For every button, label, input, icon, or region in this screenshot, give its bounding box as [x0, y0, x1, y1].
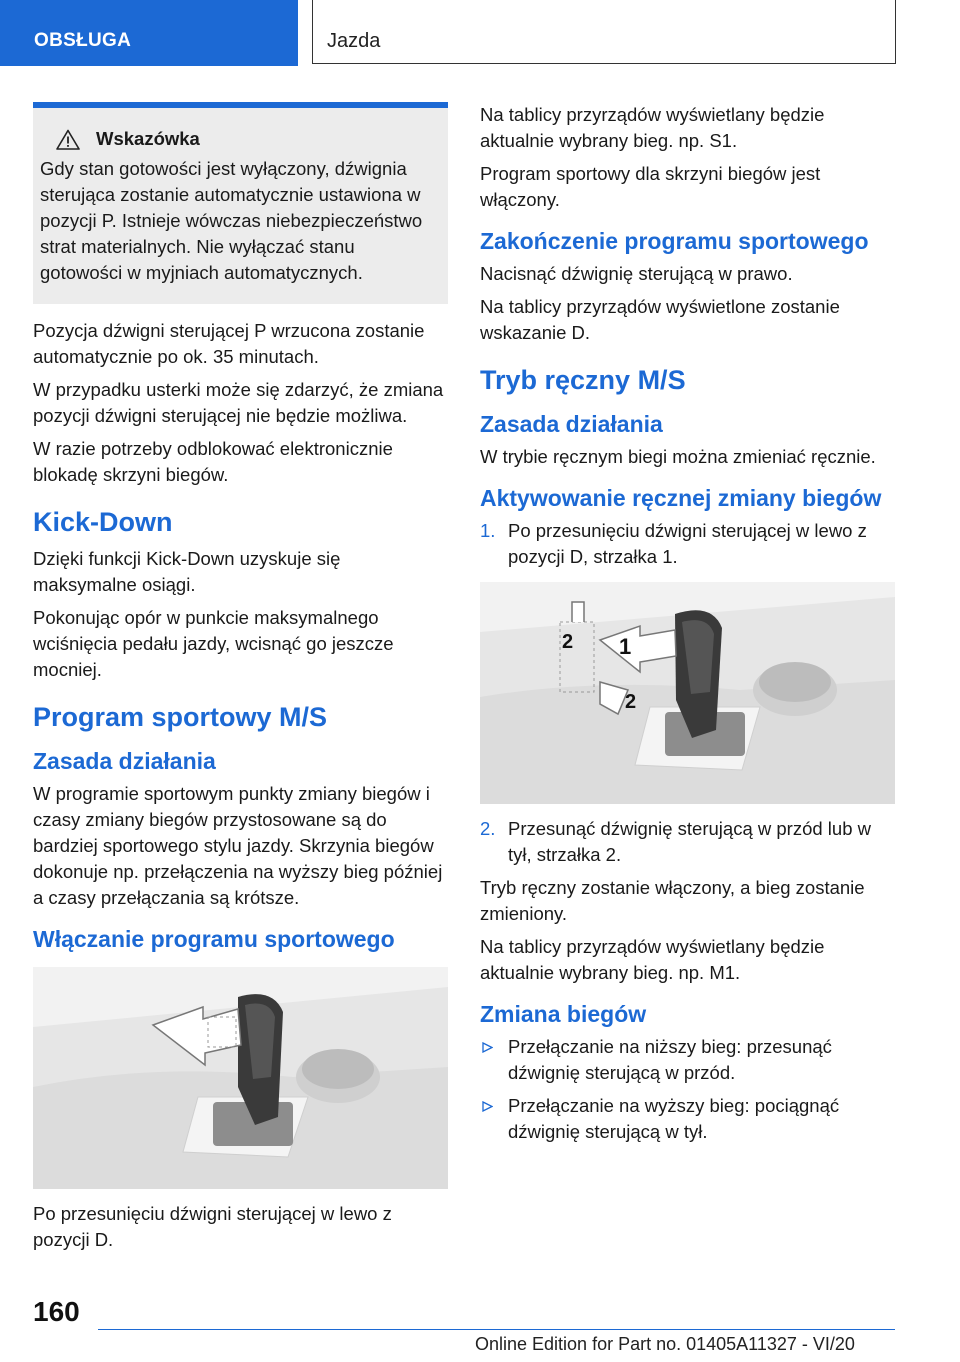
paragraph: W razie potrzeby odblokować elektronicznie blokadę skrzyni biegów.	[33, 438, 393, 485]
bullet-list	[480, 1034, 895, 1145]
section-tab: OBSŁUGA	[0, 0, 298, 66]
warning-triangle-icon	[56, 129, 80, 150]
paragraph: W trybie ręcznym biegi można zmieniać ręcznie.	[480, 446, 876, 467]
steps-list	[480, 816, 895, 868]
chapter-title: Jazda	[312, 0, 896, 64]
note-text: Gdy stan gotowości jest wyłączony, dźwignia sterująca zostanie automatycznie ustawiona w pozycji P. Istnieje wówczas niebezpieczeństwo strat materialnych. Nie wyłączać stanu gotowości w myjniach automatycznych.	[40, 158, 423, 283]
triangle-bullet-icon	[482, 1101, 493, 1112]
paragraph: Pokonując opór w punkcie maksymalnego wciśnięcia pedału jazdy, wcisnąć go jeszcze mocniej.	[33, 607, 394, 680]
list-item	[480, 518, 895, 570]
paragraph: Dzięki funkcji Kick-Down uzyskuje się maksymalne osiągi.	[33, 548, 341, 595]
gear-lever-photo-left	[33, 967, 448, 1189]
heading-principle: Zasada działania	[480, 411, 663, 437]
step-text: Po przesunięciu dźwigni sterującej w lewo z pozycji D, strzałka 1.	[508, 520, 867, 567]
footer-divider	[98, 1329, 895, 1330]
warning-note	[33, 102, 448, 304]
list-item	[480, 816, 895, 868]
photo-caption: Po przesunięciu dźwigni sterującej w lewo z pozycji D.	[33, 1203, 392, 1250]
list-item	[480, 1034, 895, 1086]
bullet-text: Przełączanie na wyższy bieg: pociągnąć dźwignię sterującą w tył.	[508, 1095, 840, 1142]
paragraph: Na tablicy przyrządów wyświetlany będzie aktualnie wybrany bieg. np. S1.	[480, 104, 825, 151]
note-title: Wskazówka	[96, 128, 200, 149]
paragraph: Na tablicy przyrządów wyświetlany będzie aktualnie wybrany bieg. np. M1.	[480, 936, 825, 983]
heading-sport-program: Program sportowy M/S	[33, 702, 328, 732]
bullet-text: Przełączanie na niższy bieg: przesunąć dźwignię sterującą w przód.	[508, 1036, 832, 1083]
left-column	[33, 102, 448, 1260]
heading-activate-manual: Aktywowanie ręcznej zmiany biegów	[480, 485, 882, 511]
step-text: Przesunąć dźwignię sterującą w przód lub w tył, strzałka 2.	[508, 818, 871, 865]
paragraph: Tryb ręczny zostanie włączony, a bieg zostanie zmieniony.	[480, 877, 865, 924]
heading-kick-down: Kick-Down	[33, 507, 173, 537]
gear-lever-photo-right	[480, 582, 895, 804]
paragraph: Pozycja dźwigni sterującej P wrzucona zostanie automatycznie po ok. 35 minutach.	[33, 320, 425, 367]
heading-gear-change: Zmiana biegów	[480, 1001, 647, 1027]
page-number: 160	[33, 1296, 80, 1327]
page-header	[0, 0, 960, 66]
heading-manual-mode: Tryb ręczny M/S	[480, 365, 686, 395]
list-item	[480, 1093, 895, 1145]
paragraph: Program sportowy dla skrzyni biegów jest włączony.	[480, 163, 821, 210]
paragraph: Na tablicy przyrządów wyświetlone zostanie wskazanie D.	[480, 296, 840, 343]
step-number: 2.	[480, 818, 496, 839]
paragraph: W przypadku usterki może się zdarzyć, że zmiana pozycji dźwigni sterującej nie będzie możliwa.	[33, 379, 444, 426]
arrow-label: 2	[562, 631, 574, 653]
heading-end-sport: Zakończenie programu sportowego	[480, 228, 869, 254]
paragraph: W programie sportowym punkty zmiany biegów i czasy zmiany biegów przystosowane są do bardziej sportowego stylu jazdy. Skrzynia biegów dokonuje np. przełączenia na wyższy bieg później a czasy przełączania są krótsze.	[33, 783, 443, 908]
triangle-bullet-icon	[482, 1042, 493, 1053]
paragraph: Nacisnąć dźwignię sterującą w prawo.	[480, 263, 793, 284]
right-column	[480, 102, 895, 1152]
step-number: 1.	[480, 520, 496, 541]
heading-enable-sport: Włączanie programu sportowego	[33, 926, 395, 952]
steps-list	[480, 518, 895, 570]
edition-text: Online Edition for Part no. 01405A11327 - VI/20	[475, 1334, 855, 1354]
heading-principle: Zasada działania	[33, 748, 216, 774]
arrow-label: 1	[619, 634, 632, 659]
arrow-label: 2	[625, 691, 637, 713]
